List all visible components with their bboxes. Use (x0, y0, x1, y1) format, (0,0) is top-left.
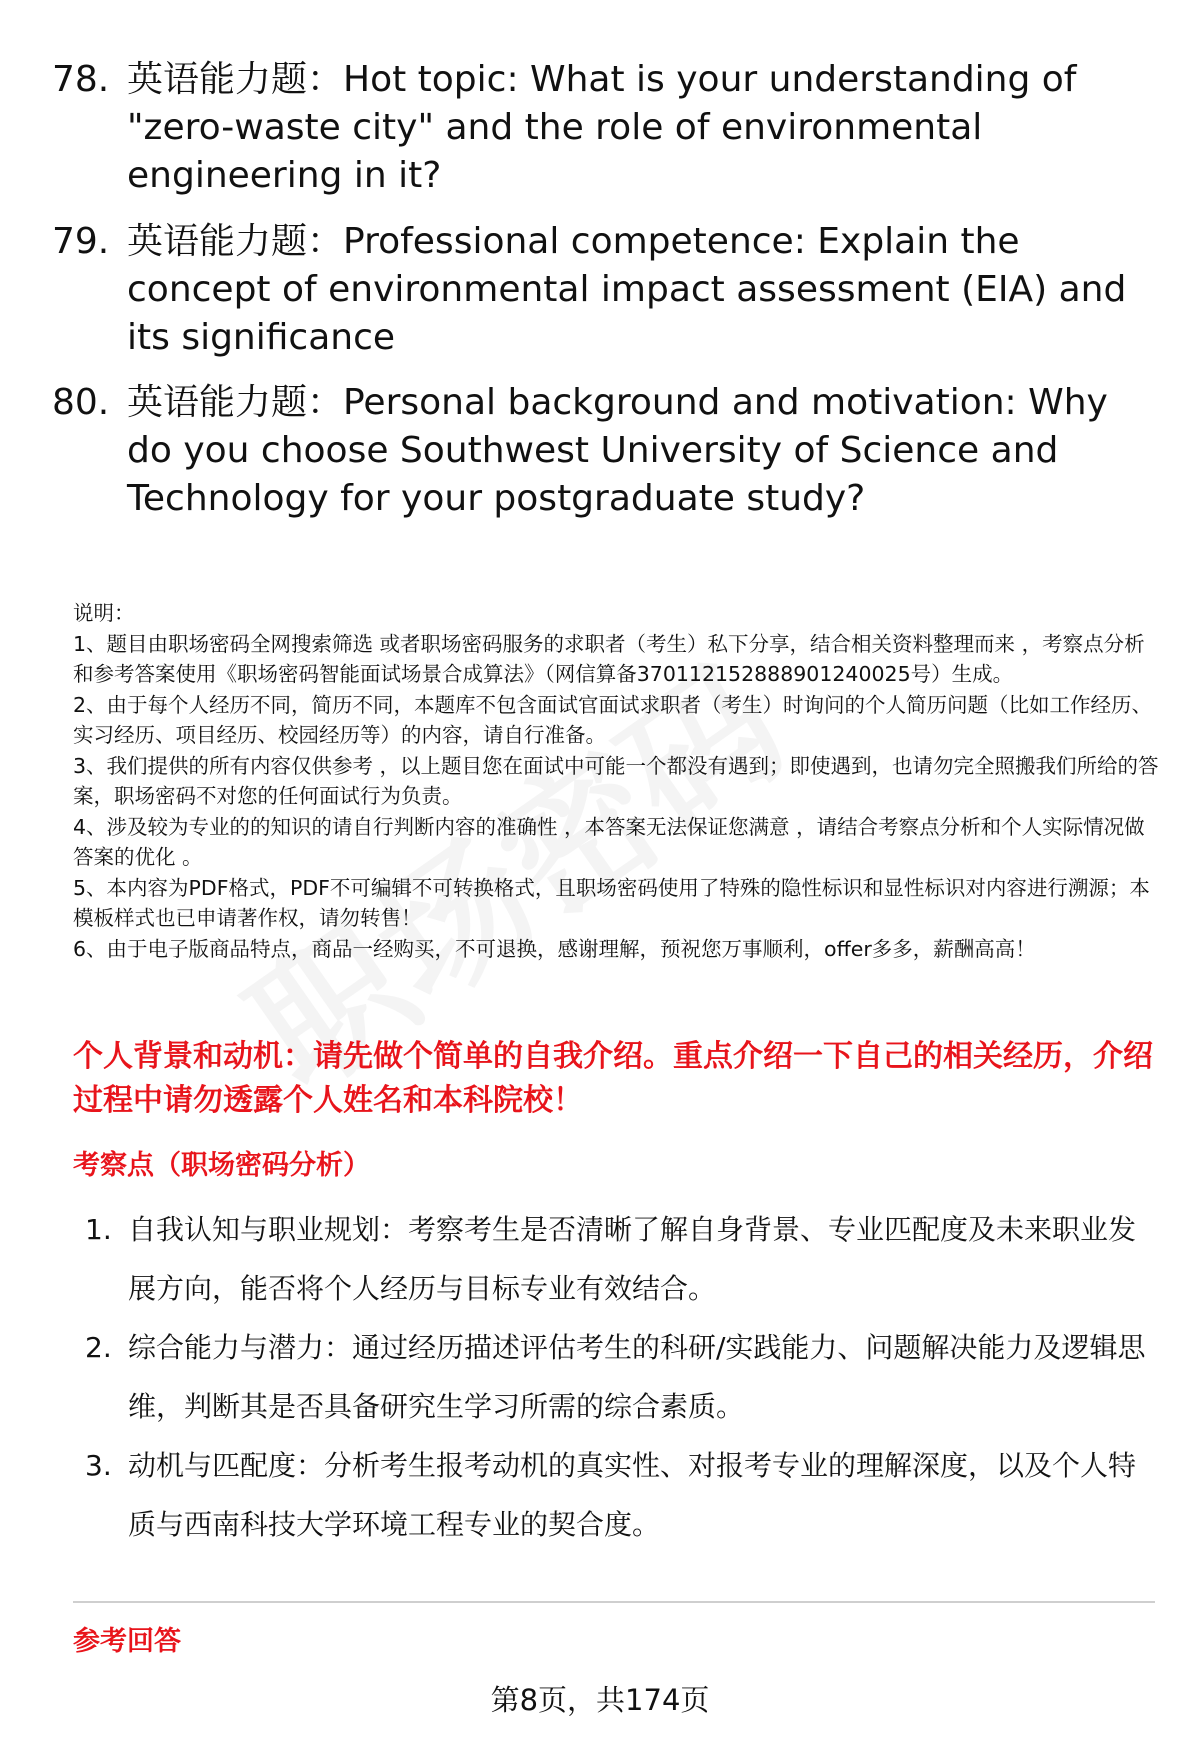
analysis-item (73, 1436, 1163, 1554)
question-text: 英语能力题：Hot topic: What is your understanding of "zero-waste city" and the role of environmental engineering in it? (127, 59, 1077, 196)
analysis-item-number: 2. (85, 1331, 112, 1364)
question-78 (52, 56, 1152, 200)
note-item: 2、由于每个人经历不同，简历不同，本题库不包含面试官面试求职者（考生）时询问的个人简历问题（比如工作经历、实习经历、项目经历、校园经历等）的内容，请自行准备。 (73, 692, 1153, 747)
analysis-item-text: 综合能力与潜力：通过经历描述评估考生的科研/实践能力、问题解决能力及逻辑思维，判断其是否具备研究生学习所需的综合素质。 (128, 1331, 1146, 1423)
question-number: 80. (52, 382, 110, 423)
question-79 (52, 218, 1152, 362)
note-item: 3、我们提供的所有内容仅供参考 ，以上题目您在面试中可能一个都没有遇到；即使遇到，也请勿完全照搬我们所给的答案，职场密码不对您的任何面试行为负责。 (73, 753, 1159, 808)
analysis-title: 考察点（职场密码分析） (73, 1150, 370, 1181)
analysis-item (73, 1200, 1163, 1318)
question-number: 79. (52, 221, 110, 262)
notes-section (73, 598, 1163, 964)
reference-answer-title: 参考回答 (73, 1626, 181, 1657)
note-item: 5、本内容为PDF格式，PDF不可编辑不可转换格式，且职场密码使用了特殊的隐性标识和显性标识对内容进行溯源；本模板样式也已申请著作权，请勿转售！ (73, 875, 1150, 930)
analysis-item (73, 1318, 1163, 1436)
analysis-item-number: 1. (85, 1213, 112, 1246)
analysis-item-text: 动机与匹配度：分析考生报考动机的真实性、对报考专业的理解深度，以及个人特质与西南科技大学环境工程专业的契合度。 (128, 1449, 1137, 1541)
note-item: 4、涉及较为专业的的知识的请自行判断内容的准确性 ，本答案无法保证您满意 ，请结合考察点分析和个人实际情况做答案的优化 。 (73, 814, 1145, 869)
question-text: 英语能力题：Personal background and motivation: Why do you choose Southwest University of Science and Technology for your postgraduate study? (127, 382, 1108, 519)
page-footer: 第8页，共174页 (490, 1683, 710, 1717)
question-80 (52, 379, 1152, 523)
analysis-item-text: 自我认知与职业规划：考察考生是否清晰了解自身背景、专业匹配度及未来职业发展方向，能否将个人经历与目标专业有效结合。 (128, 1213, 1137, 1305)
notes-heading: 说明： (73, 601, 135, 625)
section-divider (73, 1601, 1155, 1603)
note-item: 1、题目由职场密码全网搜索筛选 或者职场密码服务的求职者（考生）私下分享，结合相关资料整理而来 ，考察点分析和参考答案使用《职场密码智能面试场景合成算法》（网信算备370112152888901240025号）生成。 (73, 631, 1145, 686)
question-number: 78. (52, 59, 110, 100)
note-item: 6、由于电子版商品特点，商品一经购买，不可退换，感谢理解，预祝您万事顺利，offer多多，薪酬高高！ (73, 936, 1036, 961)
question-text: 英语能力题：Professional competence: Explain the concept of environmental impact assessment (EIA) and its significance (127, 221, 1127, 358)
background-question: 个人背景和动机：请先做个简单的自我介绍。重点介绍一下自己的相关经历，介绍过程中请勿透露个人姓名和本科院校！ (73, 1039, 1153, 1118)
analysis-list (73, 1200, 1163, 1554)
analysis-item-number: 3. (85, 1449, 112, 1482)
